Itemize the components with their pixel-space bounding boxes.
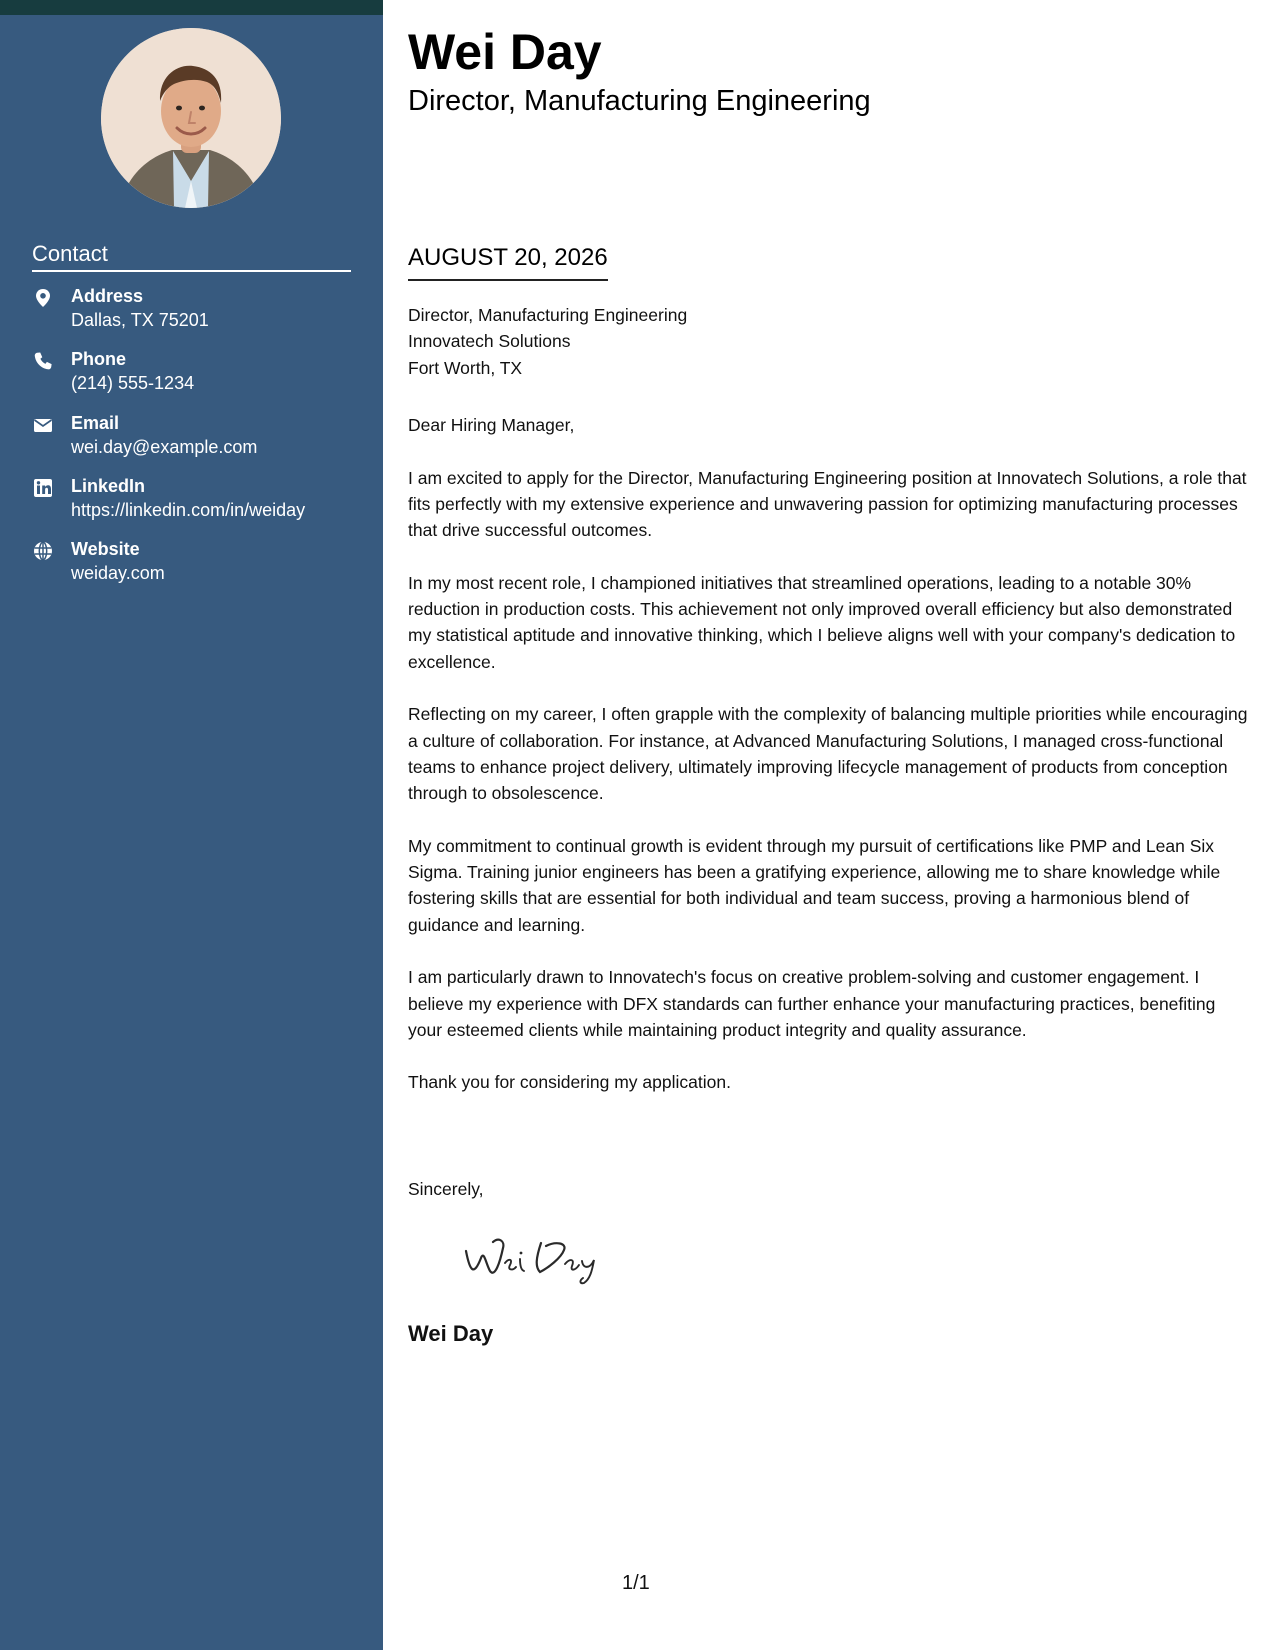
linkedin-icon (32, 477, 54, 499)
contact-label: Website (71, 539, 140, 559)
page-number: 1/1 (622, 1572, 650, 1594)
candidate-name: Wei Day (408, 24, 602, 80)
sidebar (0, 0, 383, 1650)
sidebar-top-bar (0, 0, 383, 15)
contact-address (32, 284, 362, 347)
contact-email (32, 411, 362, 474)
handwritten-signature (462, 1228, 622, 1288)
contact-phone-text (71, 347, 194, 396)
contact-list (32, 284, 362, 600)
letter-paragraph: I am excited to apply for the Director, Manufacturing Engineering position at Innovatech Solutions, a role that fits perfectly with my extensive experience and unwavering passion for optimizing manufacturing processes that drive successful outcomes. (408, 467, 1247, 541)
contact-label: Email (71, 413, 120, 433)
letter-paragraph: Reflecting on my career, I often grapple with the complexity of balancing multiple priorities while encouraging a culture of collaboration. For instance, at Advanced Manufacturing Solutions, I managed cross-functional teams to enhance project delivery, ultimately improving lifecycle management of products from conception through to obsolescence. (408, 704, 1248, 804)
contact-value: (214) 555-1234 (71, 373, 195, 393)
letter-paragraph: In my most recent role, I championed initiatives that streamlined operations, leading to a notable 30% reduction in production costs. This achievement not only improved overall efficiency but also demonstrated my statistical aptitude and innovative thinking, which I believe aligns well with your company's dedication to excellence. (408, 572, 1236, 672)
letter-body (408, 412, 1253, 1122)
contact-phone (32, 347, 362, 411)
recipient-block (408, 302, 687, 381)
contact-linkedin-text (71, 474, 305, 523)
contact-email-text (71, 411, 257, 460)
avatar-portrait (101, 28, 281, 208)
contact-label: Phone (71, 349, 127, 369)
email-icon (32, 414, 54, 436)
candidate-title: Director, Manufacturing Engineering (408, 85, 871, 117)
letter-date: AUGUST 20, 2026 (408, 243, 608, 281)
location-pin-icon (32, 287, 54, 309)
contact-value[interactable]: weiday.com (71, 563, 165, 583)
recipient-line: Fort Worth, TX (408, 357, 523, 378)
contact-value[interactable]: wei.day@example.com (71, 437, 258, 457)
avatar (101, 28, 281, 208)
recipient-line: Director, Manufacturing Engineering (408, 305, 688, 325)
contact-label: LinkedIn (71, 476, 146, 496)
contact-linkedin (32, 474, 362, 537)
signed-name: Wei Day (408, 1321, 494, 1346)
closing: Sincerely, (408, 1179, 484, 1199)
letter-paragraph: My commitment to continual growth is evident through my pursuit of certifications like PMP and Lean Six Sigma. Training junior engineers has been a gratifying experience, allowing me to share knowledge while fostering skills that are essential for both individual and team success, proving a harmonious blend of guidance and learning. (408, 835, 1221, 935)
letter-paragraph: I am particularly drawn to Innovatech's focus on creative problem-solving and customer engagement. I believe my experience with DFX standards can further enhance your manufacturing practices, benefiting your esteemed clients while maintaining product integrity and quality assurance. (408, 967, 1216, 1040)
contact-value: Dallas, TX 75201 (71, 310, 209, 330)
salutation: Dear Hiring Manager, (408, 415, 575, 435)
contact-address-text (71, 284, 209, 333)
phone-icon (32, 350, 54, 372)
contact-label: Address (71, 286, 144, 306)
contact-website-text (71, 537, 165, 586)
globe-icon (32, 540, 54, 562)
contact-website (32, 537, 362, 600)
letter-paragraph: Thank you for considering my application. (408, 1072, 731, 1093)
contact-heading: Contact (32, 241, 351, 272)
recipient-line: Innovatech Solutions (408, 331, 571, 352)
contact-value[interactable]: https://linkedin.com/in/weiday (71, 500, 306, 520)
